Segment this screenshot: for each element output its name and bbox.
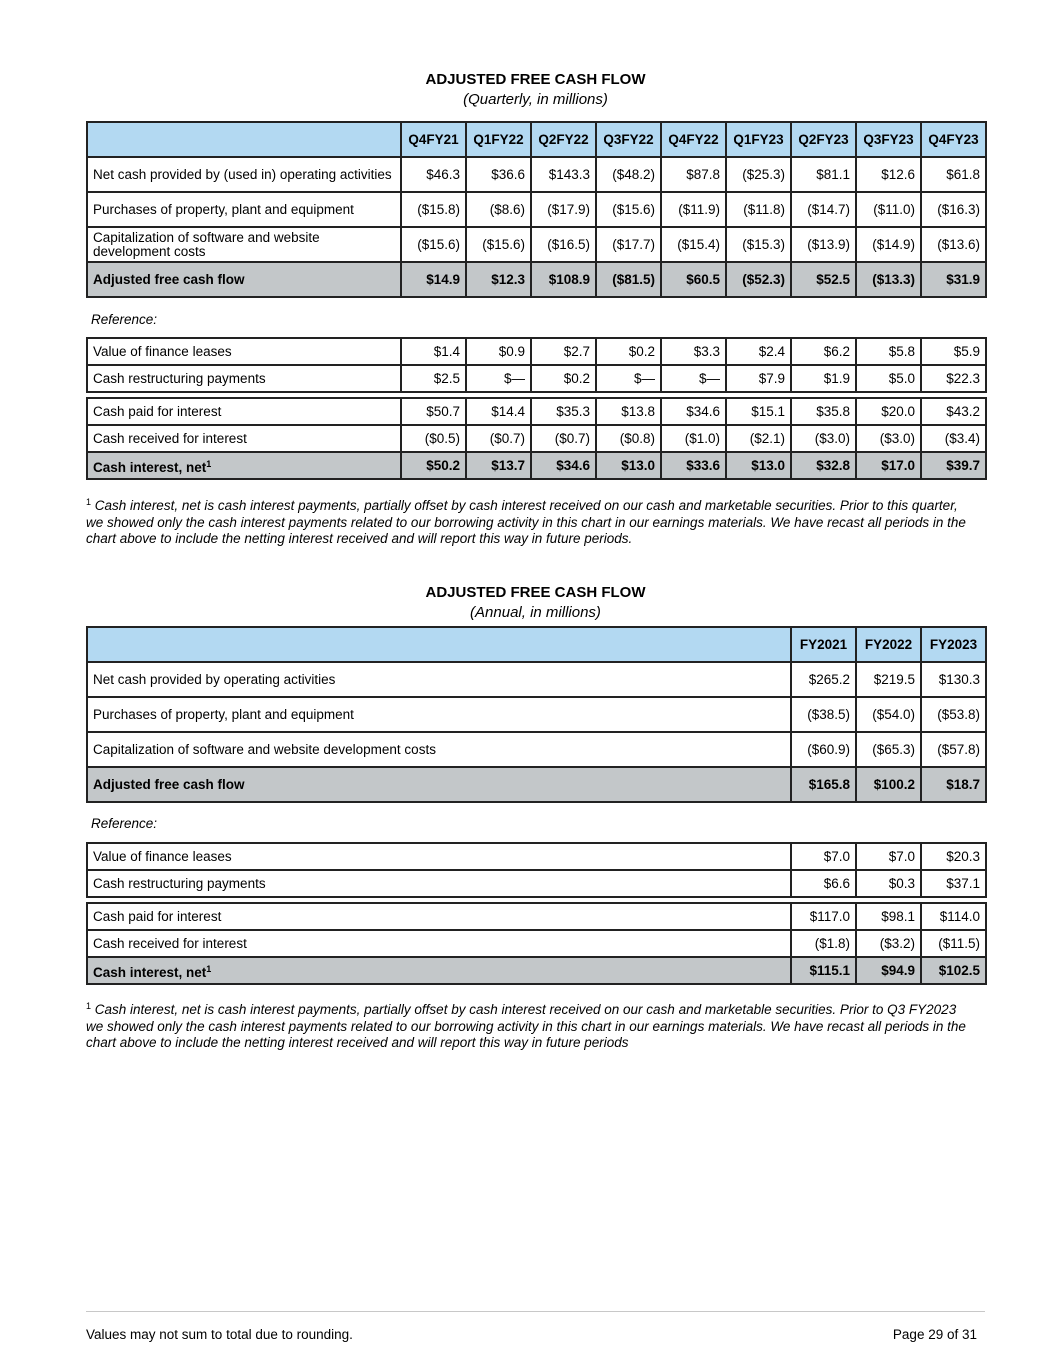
table-row xyxy=(87,930,986,957)
column-header: Q3FY23 xyxy=(856,122,921,157)
table-cell: $114.0 xyxy=(921,903,986,930)
column-header: Q4FY23 xyxy=(921,122,986,157)
table-cell: $0.2 xyxy=(531,365,596,392)
row-label xyxy=(87,452,401,479)
table-cell: $46.3 xyxy=(401,157,466,192)
table-cell: $— xyxy=(596,365,661,392)
total-row xyxy=(87,262,986,297)
row-label: Adjusted free cash flow xyxy=(87,262,401,297)
table-cell: ($13.9) xyxy=(791,227,856,262)
table-cell: $32.8 xyxy=(791,452,856,479)
table-cell: $14.4 xyxy=(466,398,531,425)
table-cell: ($17.7) xyxy=(596,227,661,262)
row-label: Adjusted free cash flow xyxy=(87,767,791,802)
footnote-text: Cash interest, net is cash interest payments, partially offset by cash interest received on our cash and marketable securities. Prior to Q3 FY2023 xyxy=(94,1002,957,1017)
table-cell: ($11.8) xyxy=(726,192,791,227)
annual-subtitle: (Annual, in millions) xyxy=(470,604,601,621)
table-cell: $50.2 xyxy=(401,452,466,479)
table-cell: $13.0 xyxy=(596,452,661,479)
table-cell: ($13.3) xyxy=(856,262,921,297)
table-cell: $94.9 xyxy=(856,957,921,984)
table-cell: $0.9 xyxy=(466,338,531,365)
total-row xyxy=(87,957,986,984)
row-label-text: Cash interest, net xyxy=(93,459,207,475)
reference-label: Reference: xyxy=(91,312,158,327)
table-cell: ($11.9) xyxy=(661,192,726,227)
quarterly-reference-table-b xyxy=(86,397,987,480)
footnote-marker: 1 xyxy=(206,458,212,469)
table-cell: ($65.3) xyxy=(856,732,921,767)
table-row xyxy=(87,192,986,227)
table-cell: $61.8 xyxy=(921,157,986,192)
row-label xyxy=(87,957,791,984)
column-header: Q1FY22 xyxy=(466,122,531,157)
table-cell: $17.0 xyxy=(856,452,921,479)
header-label-cell xyxy=(87,122,401,157)
row-label: Cash restructuring payments xyxy=(87,365,401,392)
table-cell: ($3.0) xyxy=(791,425,856,452)
table-cell: $35.8 xyxy=(791,398,856,425)
table-cell: ($15.6) xyxy=(466,227,531,262)
row-label: Capitalization of software and website development costs xyxy=(87,227,401,262)
row-label: Cash paid for interest xyxy=(87,903,791,930)
row-label: Cash received for interest xyxy=(87,930,791,957)
table-cell: $43.2 xyxy=(921,398,986,425)
annual-reference-table-a xyxy=(86,842,987,898)
table-cell: $81.1 xyxy=(791,157,856,192)
table-cell: $— xyxy=(466,365,531,392)
table-cell: $20.0 xyxy=(856,398,921,425)
table-row xyxy=(87,227,986,262)
table-cell: ($15.8) xyxy=(401,192,466,227)
table-cell: $13.8 xyxy=(596,398,661,425)
table-cell: $87.8 xyxy=(661,157,726,192)
table-cell: ($11.5) xyxy=(921,930,986,957)
footnote-line xyxy=(86,494,991,515)
footnote-line: chart above to include the netting interest received and will report this way in future periods. xyxy=(86,531,633,546)
annual-footnote xyxy=(86,998,991,1052)
table-cell: ($16.5) xyxy=(531,227,596,262)
rounding-note: Values may not sum to total due to rounding. xyxy=(86,1327,353,1342)
column-header: Q2FY23 xyxy=(791,122,856,157)
table-cell: $13.7 xyxy=(466,452,531,479)
page-number: Page 29 of 31 xyxy=(892,1327,977,1342)
table-cell: ($14.9) xyxy=(856,227,921,262)
column-header: Q4FY22 xyxy=(661,122,726,157)
table-cell: $22.3 xyxy=(921,365,986,392)
table-cell: $33.6 xyxy=(661,452,726,479)
table-cell: ($17.9) xyxy=(531,192,596,227)
table-cell: ($0.8) xyxy=(596,425,661,452)
table-cell: $39.7 xyxy=(921,452,986,479)
table-cell: ($16.3) xyxy=(921,192,986,227)
footnote-line: chart above to include the netting interest received and will report this way in future periods xyxy=(86,1035,629,1050)
table-cell: $2.5 xyxy=(401,365,466,392)
table-cell: $— xyxy=(661,365,726,392)
table-cell: $130.3 xyxy=(921,662,986,697)
footer-divider xyxy=(86,1311,985,1312)
table-header-row xyxy=(87,122,986,157)
table-cell: $1.9 xyxy=(791,365,856,392)
table-cell: $6.6 xyxy=(791,870,856,897)
table-cell: $7.0 xyxy=(791,843,856,870)
total-row xyxy=(87,767,986,802)
table-cell: $219.5 xyxy=(856,662,921,697)
table-row xyxy=(87,398,986,425)
footnote-text: Cash interest, net is cash interest payments, partially offset by cash interest received on our cash and marketable securities. Prior to this quarter, xyxy=(94,498,958,513)
table-header-row xyxy=(87,627,986,662)
table-cell: ($3.4) xyxy=(921,425,986,452)
table-cell: ($1.0) xyxy=(661,425,726,452)
total-row xyxy=(87,452,986,479)
table-row xyxy=(87,697,986,732)
table-row xyxy=(87,338,986,365)
footnote-marker: 1 xyxy=(86,497,92,507)
table-cell: $35.3 xyxy=(531,398,596,425)
table-cell: ($15.3) xyxy=(726,227,791,262)
annual-main-table xyxy=(86,626,987,803)
footnote-marker: 1 xyxy=(206,963,212,974)
table-cell: $5.8 xyxy=(856,338,921,365)
row-label: Cash restructuring payments xyxy=(87,870,791,897)
table-cell: ($0.7) xyxy=(466,425,531,452)
table-cell: $2.4 xyxy=(726,338,791,365)
table-cell: ($8.6) xyxy=(466,192,531,227)
table-cell: $117.0 xyxy=(791,903,856,930)
table-cell: $2.7 xyxy=(531,338,596,365)
quarterly-footnote xyxy=(86,494,991,548)
table-cell: ($53.8) xyxy=(921,697,986,732)
annual-title: ADJUSTED FREE CASH FLOW xyxy=(425,584,646,601)
header-label-cell xyxy=(87,627,791,662)
table-row xyxy=(87,903,986,930)
row-label: Net cash provided by operating activities xyxy=(87,662,791,697)
table-cell: ($57.8) xyxy=(921,732,986,767)
table-cell: $7.9 xyxy=(726,365,791,392)
table-cell: ($13.6) xyxy=(921,227,986,262)
column-header: Q1FY23 xyxy=(726,122,791,157)
footnote-marker: 1 xyxy=(86,1001,92,1011)
table-cell: $50.7 xyxy=(401,398,466,425)
table-cell: $14.9 xyxy=(401,262,466,297)
quarterly-main-table xyxy=(86,121,987,298)
table-cell: $1.4 xyxy=(401,338,466,365)
column-header: FY2021 xyxy=(791,627,856,662)
reference-label: Reference: xyxy=(91,816,158,831)
table-cell: ($15.6) xyxy=(401,227,466,262)
table-cell: $36.6 xyxy=(466,157,531,192)
row-label: Purchases of property, plant and equipment xyxy=(87,192,401,227)
table-cell: $0.3 xyxy=(856,870,921,897)
table-cell: ($0.7) xyxy=(531,425,596,452)
footnote-line: we showed only the cash interest payments related to our borrowing activity in this chart in our earnings materials. We have recast all periods in the xyxy=(86,514,966,530)
table-cell: $34.6 xyxy=(661,398,726,425)
table-cell: $20.3 xyxy=(921,843,986,870)
table-cell: ($15.4) xyxy=(661,227,726,262)
table-cell: ($0.5) xyxy=(401,425,466,452)
table-cell: $37.1 xyxy=(921,870,986,897)
footnote-line: we showed only the cash interest payments related to our borrowing activity in this chart in our earnings materials. We have recast all periods in the xyxy=(86,1018,966,1034)
table-cell: $265.2 xyxy=(791,662,856,697)
table-row xyxy=(87,365,986,392)
table-cell: ($38.5) xyxy=(791,697,856,732)
quarterly-title: ADJUSTED FREE CASH FLOW xyxy=(425,71,646,88)
quarterly-subtitle: (Quarterly, in millions) xyxy=(463,91,608,108)
table-cell: $98.1 xyxy=(856,903,921,930)
table-cell: $108.9 xyxy=(531,262,596,297)
column-header: Q4FY21 xyxy=(401,122,466,157)
table-cell: $31.9 xyxy=(921,262,986,297)
table-cell: $18.7 xyxy=(921,767,986,802)
table-cell: $52.5 xyxy=(791,262,856,297)
table-cell: $0.2 xyxy=(596,338,661,365)
table-cell: ($52.3) xyxy=(726,262,791,297)
column-header: FY2023 xyxy=(921,627,986,662)
table-row xyxy=(87,425,986,452)
row-label-text: Cash interest, net xyxy=(93,964,207,980)
table-cell: ($1.8) xyxy=(791,930,856,957)
table-cell: $15.1 xyxy=(726,398,791,425)
row-label: Capitalization of software and website development costs xyxy=(87,732,791,767)
column-header: FY2022 xyxy=(856,627,921,662)
table-cell: ($14.7) xyxy=(791,192,856,227)
table-row xyxy=(87,732,986,767)
table-cell: ($2.1) xyxy=(726,425,791,452)
table-cell: $5.0 xyxy=(856,365,921,392)
table-row xyxy=(87,662,986,697)
row-label: Value of finance leases xyxy=(87,843,791,870)
table-cell: $12.6 xyxy=(856,157,921,192)
table-cell: ($25.3) xyxy=(726,157,791,192)
column-header: Q2FY22 xyxy=(531,122,596,157)
table-cell: ($3.0) xyxy=(856,425,921,452)
table-cell: $60.5 xyxy=(661,262,726,297)
row-label: Cash received for interest xyxy=(87,425,401,452)
quarterly-reference-table-a xyxy=(86,337,987,393)
row-label: Net cash provided by (used in) operating activities xyxy=(87,157,401,192)
footnote-line xyxy=(86,998,991,1019)
table-cell: $6.2 xyxy=(791,338,856,365)
table-cell: ($54.0) xyxy=(856,697,921,732)
table-cell: ($11.0) xyxy=(856,192,921,227)
table-cell: $102.5 xyxy=(921,957,986,984)
row-label: Value of finance leases xyxy=(87,338,401,365)
table-cell: $5.9 xyxy=(921,338,986,365)
table-row xyxy=(87,157,986,192)
table-cell: $100.2 xyxy=(856,767,921,802)
column-header: Q3FY22 xyxy=(596,122,661,157)
table-row xyxy=(87,843,986,870)
table-cell: $143.3 xyxy=(531,157,596,192)
table-row xyxy=(87,870,986,897)
table-cell: $13.0 xyxy=(726,452,791,479)
table-cell: ($48.2) xyxy=(596,157,661,192)
table-cell: ($81.5) xyxy=(596,262,661,297)
table-cell: $3.3 xyxy=(661,338,726,365)
table-cell: $115.1 xyxy=(791,957,856,984)
table-cell: $12.3 xyxy=(466,262,531,297)
table-cell: ($3.2) xyxy=(856,930,921,957)
row-label: Purchases of property, plant and equipment xyxy=(87,697,791,732)
table-cell: ($15.6) xyxy=(596,192,661,227)
table-cell: $7.0 xyxy=(856,843,921,870)
row-label: Cash paid for interest xyxy=(87,398,401,425)
table-cell: $34.6 xyxy=(531,452,596,479)
table-cell: $165.8 xyxy=(791,767,856,802)
annual-reference-table-b xyxy=(86,902,987,985)
table-cell: ($60.9) xyxy=(791,732,856,767)
